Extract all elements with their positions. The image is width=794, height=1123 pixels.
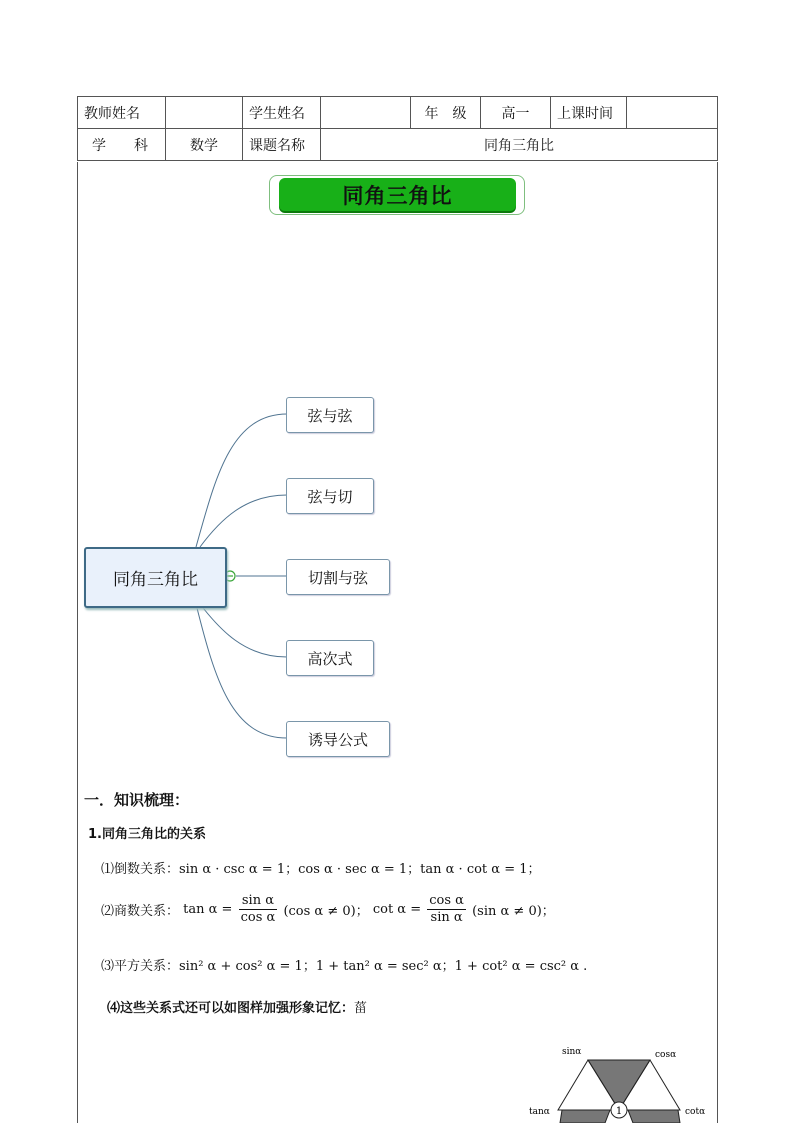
memory-aid-label: ⑷这些关系式还可以如图样加强形象记忆： [107,1001,355,1016]
label-sin: sinα [562,1047,582,1057]
square-label: ⑶平方关系： [101,959,180,974]
hex-center-label: 1 [615,1106,623,1117]
memory-aid-tail: 菑 [354,1001,368,1016]
lower-right-shaded [628,1110,680,1123]
cot-lhs: cot α = [372,902,422,917]
label-cos: cosα [655,1050,677,1060]
mindmap-node-5: 诱导公式 [286,721,390,757]
label-tan: tanα [529,1107,550,1117]
subject-value: 数学 [166,129,243,161]
grade-label: 年 级 [411,97,481,129]
square-formula: sin² α + cos² α = 1；1 + tan² α = sec² α；1 + cot² α = csc² α . [179,959,588,974]
tan-numerator: sin α [239,893,278,910]
tan-denominator: cos α [240,910,276,925]
topic-value: 同角三角比 [321,129,718,161]
mindmap-node-2: 弦与切 [286,478,374,514]
subsection-heading: 1.同角三角比的关系 [88,827,206,842]
mindmap-node-1: 弦与弦 [286,397,374,433]
reciprocal-label: ⑴倒数关系： [101,862,180,877]
cot-denominator: sin α [430,910,463,925]
student-name-label: 学生姓名 [243,97,321,129]
topic-label: 课题名称 [243,129,321,161]
lower-left-shaded [560,1110,610,1123]
mindmap-node-4: 高次式 [286,640,374,676]
label-cot: cotα [685,1107,706,1117]
section-heading: 一．知识梳理： [84,791,190,809]
cot-condition: (sin α ≠ 0)； [472,904,555,919]
cot-numerator: cos α [429,893,464,908]
mindmap-node-3: 切割与弦 [286,559,390,595]
reciprocal-formula: sin α · csc α = 1；cos α · sec α = 1；tan α · cot α = 1； [179,862,541,877]
quotient-label: ⑵商数关系： [101,904,180,919]
tan-lhs: tan α = [183,902,233,917]
mindmap-root-node: 同角三角比 [84,547,227,608]
tan-condition: (cos α ≠ 0)； [283,904,369,919]
grade-value: 高一 [481,97,551,129]
title-banner-text: 同角三角比 [342,183,453,208]
subject-label: 学 科 [78,129,166,161]
class-time-label: 上课时间 [551,97,627,129]
teacher-name-label: 教师姓名 [78,97,166,129]
